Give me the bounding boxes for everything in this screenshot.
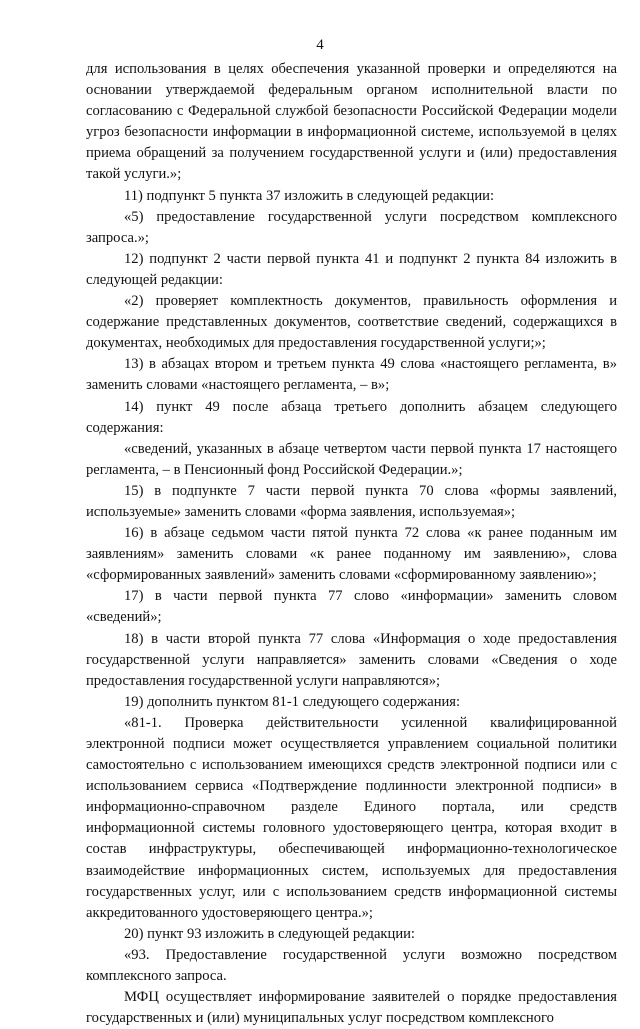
paragraph: «81-1. Проверка действительности усиленной квалифицированной электронной подписи может осуществляется управлением социальной политики самостоятельно с использованием имеющихся средств электронной подписи или с использованием сервиса «Подтверждение подлинности электронной подписи» в информационно-справочном разделе Единого портала, или средств информационной системы головного удостоверяющего центра, которая входит в состав инфраструктуры, обеспечивающей информационно-технологическое взаимодействие информационных систем, используемых для предоставления государственных услуг, или с использованием средств информационной системы аккредитованного удостоверяющего центра.»; — [86, 714, 617, 921]
paragraph: 18) в части второй пункта 77 слова «Информация о ходе предоставления государственной услуги направляется» заменить словами «Сведения о ходе предоставления государственной услуги направляются»; — [86, 630, 617, 689]
paragraph: 17) в части первой пункта 77 слово «информации» заменить словом «сведений»; — [86, 588, 617, 626]
paragraph: МФЦ осуществляет информирование заявителей о порядке предоставления государственных и (или) муниципальных услуг посредством комплексного — [86, 989, 617, 1027]
paragraph: «5) предоставление государственной услуги посредством комплексного запроса.»; — [86, 208, 617, 246]
paragraph: 19) дополнить пунктом 81-1 следующего содержания: — [124, 693, 461, 710]
page-number: 4 — [316, 37, 324, 53]
paragraph: «93. Предоставление государственной услуги возможно посредством комплексного запроса. — [86, 946, 617, 985]
paragraph: 11) подпункт 5 пункта 37 изложить в следующей редакции: — [124, 187, 495, 204]
document-body — [86, 59, 617, 1029]
paragraph: 12) подпункт 2 части первой пункта 41 и подпункт 2 пункта 84 изложить в следующей редакции: — [86, 250, 617, 288]
paragraph: 14) пункт 49 после абзаца третьего дополнить абзацем следующего содержания: — [86, 398, 617, 436]
paragraph: для использования в целях обеспечения указанной проверки и определяются на основании утверждаемой федеральным органом исполнительной власти по согласованию с Федеральной службой безопасности Российской Федерации модели угроз безопасности информации в информационной системе, используемой в целях приема обращений за получением государственной услуги и (или) предоставления такой услуги.»; — [86, 61, 617, 183]
paragraph: 16) в абзаце седьмом части пятой пункта 72 слова «к ранее поданным им заявлениям» заменить словами «к ранее поданному им заявлению», слова «сформированных заявлений» заменить словами «сформированному заявлению»; — [86, 525, 617, 584]
paragraph: «сведений, указанных в абзаце четвертом части первой пункта 17 настоящего регламента, – в Пенсионный фонд Российской Федерации.»; — [86, 440, 617, 478]
paragraph: 15) в подпункте 7 части первой пункта 70 слова «формы заявлений, используемые» заменить словами «форма заявления, используемая»; — [86, 482, 617, 520]
paragraph: «2) проверяет комплектность документов, правильность оформления и содержание представленных документов, соответствие сведений, содержащихся в документах, необходимых для предоставления государственной услуги;»; — [86, 293, 617, 352]
paragraph: 13) в абзацах втором и третьем пункта 49 слова «настоящего регламента, в» заменить словами «настоящего регламента, – в»; — [86, 356, 617, 394]
paragraph: 20) пункт 93 изложить в следующей редакции: — [124, 925, 415, 942]
